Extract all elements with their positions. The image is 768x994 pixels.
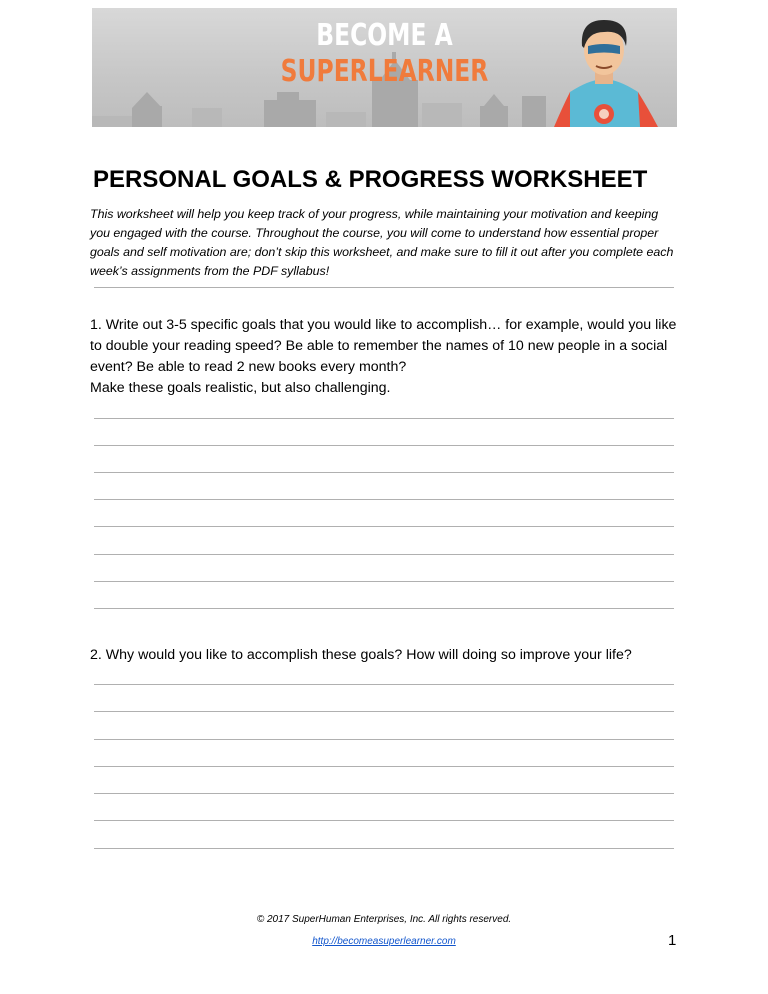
answer-line[interactable] [94, 581, 674, 582]
answer-line[interactable] [94, 820, 674, 821]
answer-line[interactable] [94, 848, 674, 849]
question-2-text: 2. Why would you like to accomplish these goals? How will doing so improve your life? [90, 647, 632, 663]
footer-copyright: © 2017 SuperHuman Enterprises, Inc. All rights reserved. [256, 914, 512, 925]
answer-line[interactable] [94, 526, 674, 527]
header-banner [92, 8, 677, 127]
page-title: PERSONAL GOALS & PROGRESS WORKSHEET [93, 166, 648, 193]
answer-line[interactable] [94, 711, 674, 712]
answer-line[interactable] [94, 499, 674, 500]
answer-line[interactable] [94, 766, 674, 767]
answer-line[interactable] [94, 445, 674, 446]
intro-paragraph: This worksheet will help you keep track of your progress, while maintaining your motivation and keeping you engaged with the course. Throughout the course, you will come to understand how essential proper goals and self motivation are; don’t skip this worksheet, and make sure to fill it out after you complete each week’s assignments from the PDF syllabus! [90, 207, 674, 278]
banner-title-line-2: SUPERLEARNER [280, 54, 489, 89]
answer-line[interactable] [94, 793, 674, 794]
question-1-note: Make these goals realistic, but also challenging. [90, 380, 391, 396]
answer-line[interactable] [94, 739, 674, 740]
answer-line[interactable] [94, 472, 674, 473]
answer-line[interactable] [94, 684, 674, 685]
footer-website-link[interactable]: http://becomeasuperlearner.com [312, 936, 456, 947]
page-number: 1 [668, 932, 677, 949]
question-2 [90, 645, 690, 666]
answer-line[interactable] [94, 418, 674, 419]
divider-line [94, 287, 674, 288]
question-1-text: 1. Write out 3-5 specific goals that you would like to accomplish… for example, would you like to double your reading speed? Be able to remember the names of 10 new people in a social event? Be able to read 2 new books every month? [90, 317, 677, 375]
banner-title-line-1: BECOME A [316, 18, 453, 53]
answer-line[interactable] [94, 554, 674, 555]
answer-line[interactable] [94, 608, 674, 609]
question-1 [90, 315, 690, 399]
